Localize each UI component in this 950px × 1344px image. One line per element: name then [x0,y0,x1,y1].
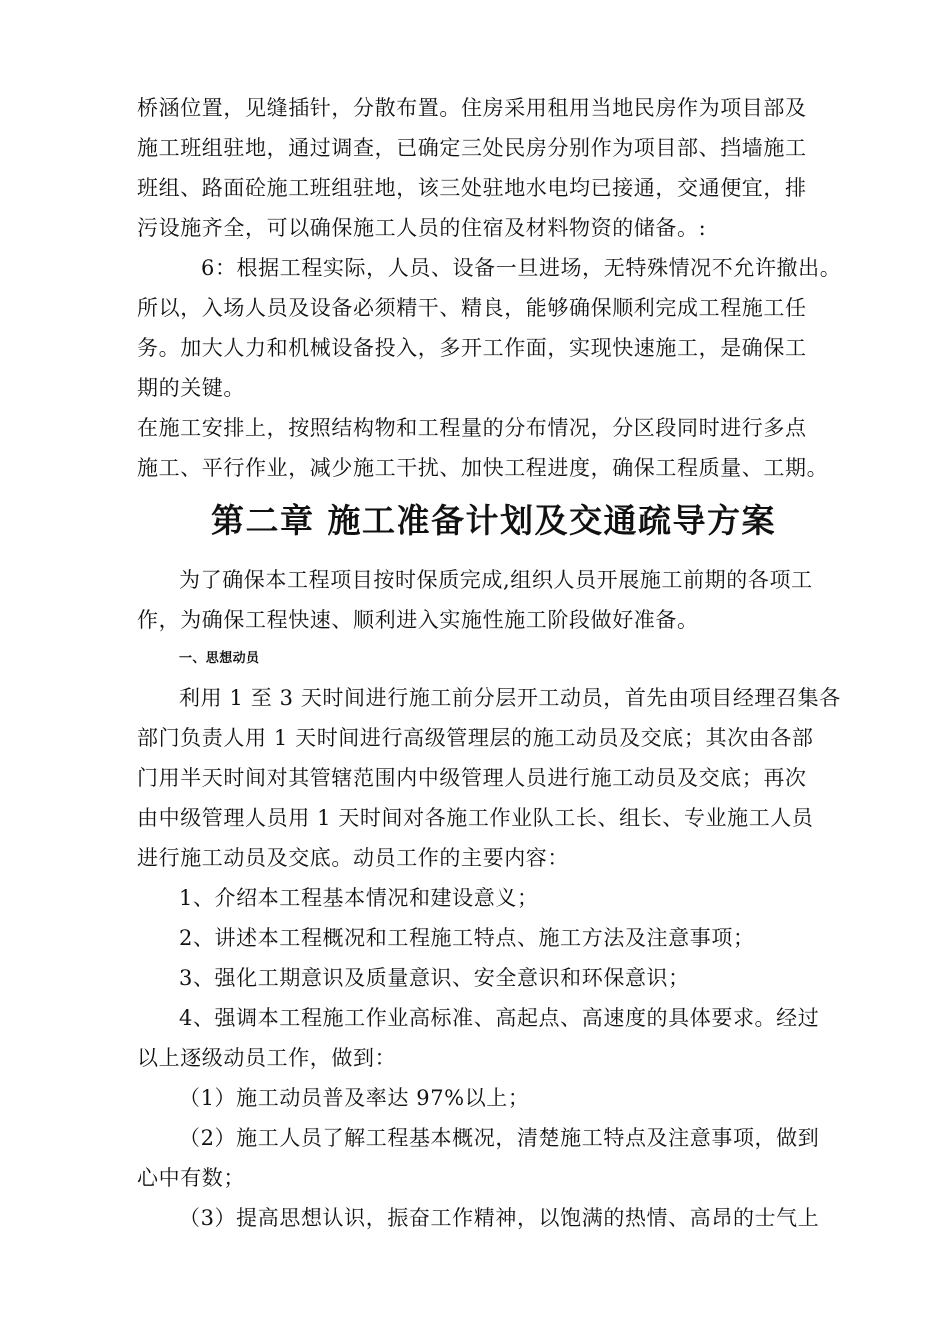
text-line: 务。加大人力和机械设备投入，多开工作面，实现快速施工，是确保工 [137,336,807,360]
text-line: 6：根据工程实际，人员、设备一旦进场，无特殊情况不允许撤出。 [201,256,842,280]
text-line: 期的关键。 [137,376,245,400]
text-line: 门用半天时间对其管辖范围内中级管理人员进行施工动员及交底；再次 [137,766,807,790]
chapter-title: 第二章 施工准备计划及交通疏导方案 [211,501,776,540]
list-item: 1、介绍本工程基本情况和建设意义； [179,886,539,910]
text-line: 利用 1 至 3 天时间进行施工前分层开工动员，首先由项目经理召集各 [179,686,841,710]
document-page [137,88,850,1238]
text-line: 在施工安排上，按照结构物和工程量的分布情况，分区段同时进行多点 [137,416,807,440]
sublist-item: （1）施工动员普及率达 97%以上； [179,1086,530,1110]
section-title: 一、思想动员 [179,651,260,666]
text-line: 心中有数； [137,1166,245,1190]
list-item: 4、强调本工程施工作业高标准、高起点、高速度的具体要求。经过 [179,1006,820,1030]
text-line: 施工班组驻地，通过调查，已确定三处民房分别作为项目部、挡墙施工 [137,136,807,160]
list-item: 2、讲述本工程概况和工程施工特点、施工方法及注意事项； [179,926,755,950]
text-line: 为了确保本工程项目按时保质完成,组织人员开展施工前期的各项工 [179,568,813,592]
text-line: 桥涵位置，见缝插针，分散布置。住房采用租用当地民房作为项目部及 [137,96,807,120]
text-line: 施工、平行作业，减少施工干扰、加快工程进度，确保工程质量、工期。 [137,456,829,480]
text-line: 以上逐级动员工作，做到： [137,1046,397,1070]
sublist-item: （2）施工人员了解工程基本概况，清楚施工特点及注意事项，做到 [179,1126,820,1150]
text-line: 所以，入场人员及设备必须精干、精良，能够确保顺利完成工程施工任 [137,296,807,320]
text-line: 班组、路面砼施工班组驻地，该三处驻地水电均已接通，交通便宜，排 [137,176,807,200]
text-line: 污设施齐全，可以确保施工人员的住宿及材料物资的储备。: [137,216,707,240]
sublist-item: （3）提高思想认识，振奋工作精神，以饱满的热情、高昂的士气上 [179,1206,820,1230]
list-item: 3、强化工期意识及质量意识、安全意识和环保意识； [179,966,690,990]
text-line: 进行施工动员及交底。动员工作的主要内容： [137,846,569,870]
text-line: 由中级管理人员用 1 天时间对各施工作业队工长、组长、专业施工人员 [137,806,814,830]
text-line: 作，为确保工程快速、顺利进入实施性施工阶段做好准备。 [137,608,699,632]
text-line: 部门负责人用 1 天时间进行高级管理层的施工动员及交底；其次由各部 [137,726,814,750]
